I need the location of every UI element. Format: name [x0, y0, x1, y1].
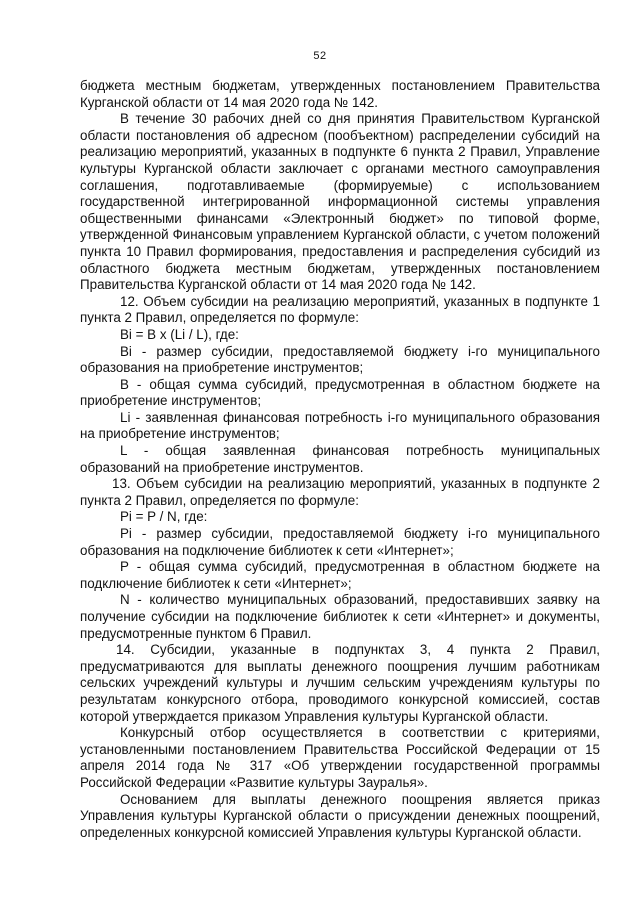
formula-p: Pi = P / N, где: [120, 509, 208, 525]
definition-pi: Pi - размер субсидии, предоставляемой бюджету i-го муниципального образования на подключение библиотек к сети «Интернет»; [80, 526, 600, 558]
paragraph: Основанием для выплаты денежного поощрения является приказ Управления культуры Курганской области о присуждении денежных поощрений, определенных конкурсной комиссией Управления культуры Курганской области. [80, 791, 600, 840]
page-number: 52 [313, 50, 327, 62]
definition-n: N - количество муниципальных образований, предоставивших заявку на получение субсидии на подключение библиотек к сети «Интернет» и документы, предусмотренные пунктом 6 Правил. [80, 592, 600, 641]
paragraph: 13. Объем субсидии на реализацию мероприятий, указанных в подпункте 2 пункта 2 Правил, определяется по формуле: [80, 476, 600, 508]
definition-l: L - общая заявленная финансовая потребность муниципальных образований на приобретение инструментов. [80, 443, 600, 475]
definition-bi: Bi - размер субсидии, предоставляемой бюджету i-го муниципального образования на приобретение инструментов; [80, 343, 600, 376]
definition-b: B - общая сумма субсидий, предусмотренная в областном бюджете на приобретение инструментов; [80, 376, 600, 409]
paragraph: 14. Субсидии, указанные в подпунктах 3, 4 пункта 2 Правил, предусматриваются для выплаты денежного поощрения лучшим работникам сельских учреждений культуры и лучшим сельским учреждениям культуры по результатам конкурсного отбора, проводимого конкурсной комиссией, состав которой утверждается приказом Управления культуры Курганской области. [80, 642, 600, 724]
paragraph: 12. Объем субсидии на реализацию мероприятий, указанных в подпункте 1 пункта 2 Правил, определяется по формуле: [80, 293, 600, 326]
paragraph: бюджета местным бюджетам, утвержденных постановлением Правительства Курганской области от 14 мая 2020 года № 142. [80, 78, 600, 110]
paragraph: В течение 30 рабочих дней со дня принятия Правительством Курганской области постановления об адресном (пообъектном) распределении субсидий на реализацию мероприятий, указанных в подпункте 6 пункта 2 Правил, Управление культуры Курганской области заключает с органами местного самоуправления соглашения, подготавливаемые (формируемые) с использованием государственной интегрированной информационной системы управления общественными финансами «Электронный бюджет» по типовой форме, утвержденной Финансовым управлением Курганской области, с учетом положений пункта 10 Правил формирования, предоставления и распределения субсидий из областного бюджета местным бюджетам, утвержденных постановлением Правительства Курганской области от 14 мая 2020 года № 142. [80, 111, 600, 293]
document-body [80, 78, 600, 841]
definition-li: Li - заявленная финансовая потребность i-го муниципального образования на приобретение инструментов; [80, 409, 600, 442]
paragraph: Конкурсный отбор осуществляется в соответствии с критериями, установленными постановлением Правительства Российской Федерации от 15 апреля 2014 года № 317 «Об утверждении государственной программы Российской Федерации «Развитие культуры Зауралья». [80, 725, 600, 790]
formula-b: Bi = B x (Li / L), где: [120, 326, 239, 342]
definition-p: P - общая сумма субсидий, предусмотренная в областном бюджете на подключение библиотек к сети «Интернет»; [80, 559, 600, 591]
